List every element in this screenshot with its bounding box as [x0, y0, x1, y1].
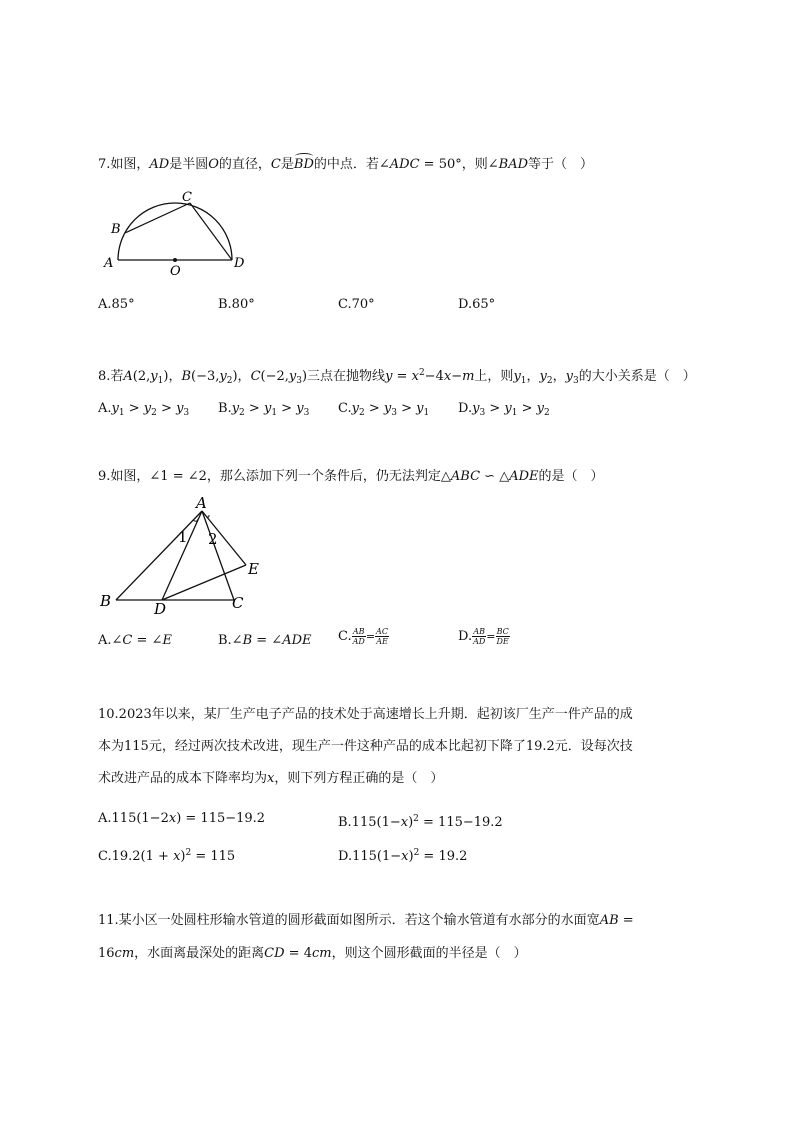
q7-option-c[interactable]: C.70° — [338, 297, 375, 312]
label-E: E — [248, 560, 259, 578]
center-point — [173, 258, 177, 262]
q11-stem-line1: 11.某小区一处圆柱形输水管道的圆形截面如图所示．若这个输水管道有水部分的水面宽AB = — [98, 913, 634, 928]
q7-option-b[interactable]: B.80° — [218, 297, 255, 312]
q9-stem: 9.如图，∠1 = ∠2，那么添加下列一个条件后，仍无法判定△ABC ∽ △ADE的是（ ） — [98, 469, 604, 484]
q7-option-d[interactable]: D.65° — [458, 297, 496, 312]
q9-option-d[interactable]: D. $\frac{AB}{AD}$ = $\frac{BC}{DE}$ — [458, 627, 509, 646]
angle-2-arc — [206, 515, 209, 517]
side-AB — [116, 511, 202, 600]
label-B: B — [100, 592, 112, 610]
q8-option-d[interactable]: $D.y_3 > y_1 > y_2$ — [458, 401, 550, 418]
side-AD — [162, 511, 202, 600]
chord-CD — [190, 203, 232, 260]
q7-option-a[interactable]: A.85° — [98, 297, 135, 312]
q9-option-a[interactable]: A.∠C = ∠E — [98, 633, 172, 648]
q10-stem-line1: 10.2023年以来，某厂生产电子产品的技术处于高速增长上升期．起初该厂生产一件产品的成 — [98, 707, 633, 722]
label-O: O — [170, 264, 181, 278]
label-D: D — [154, 600, 167, 618]
label-angle-2: 2 — [208, 530, 218, 548]
q8-option-a[interactable]: $A.y_1 > y_2 > y_3$ — [98, 401, 190, 418]
label-A: A — [104, 256, 114, 271]
q10-stem-line3: 术改进产品的成本下降率均为x，则下列方程正确的是（ ） — [98, 771, 444, 786]
semicircle-arc — [118, 203, 232, 260]
chord-BC — [125, 203, 190, 233]
q10-option-c[interactable]: $C.19.2(1 + x)^2 = 115$ — [98, 848, 236, 864]
label-angle-1: 1 — [178, 528, 188, 546]
q8-option-b[interactable]: $B.y_2 > y_1 > y_3$ — [218, 401, 310, 418]
q8-option-c[interactable]: $C.y_2 > y_3 > y_1$ — [338, 401, 430, 418]
label-B: B — [111, 222, 121, 237]
label-C: C — [232, 594, 244, 612]
q10-option-b[interactable]: $B.115(1-x)^2 = 115-19.2$ — [338, 814, 503, 830]
q7-figure — [100, 188, 260, 278]
q10-stem-line2: 本为115元，经过两次技术改进，现生产一件这种产品的成本比起初下降了19.2元．设每次技 — [98, 739, 633, 754]
label-A: A — [196, 494, 207, 512]
label-D: D — [234, 256, 245, 271]
q9-figure — [96, 492, 276, 622]
q10-option-d[interactable]: $D.115(1-x)^2 = 19.2$ — [338, 848, 468, 864]
label-C: C — [182, 190, 192, 205]
q10-option-a[interactable]: A.115(1−2x) = 115−19.2 — [98, 811, 266, 826]
q9-option-b[interactable]: B.∠B = ∠ADE — [218, 633, 312, 648]
q8-stem: 8.若$A(2,y_1)$，$B(-3,y_2)$，$C(-2,y_3)$三点在抛物线$y = x^2-4x-m$上，则$y_1$，$y_2$，$y_3$的大小关系是（ ） — [98, 368, 696, 386]
side-AC — [202, 511, 234, 600]
q11-stem-line2: 16cm，水面离最深处的距离CD = 4cm，则这个圆形截面的半径是（ ） — [98, 946, 527, 961]
q9-option-c[interactable]: C. $\frac{AB}{AD}$ = $\frac{AC}{AE}$ — [338, 627, 388, 646]
q7-stem: 7.如图，AD是半圆O的直径，C是BD的中点．若∠ADC = 50°，则∠BAD等于（ ） — [98, 157, 594, 172]
